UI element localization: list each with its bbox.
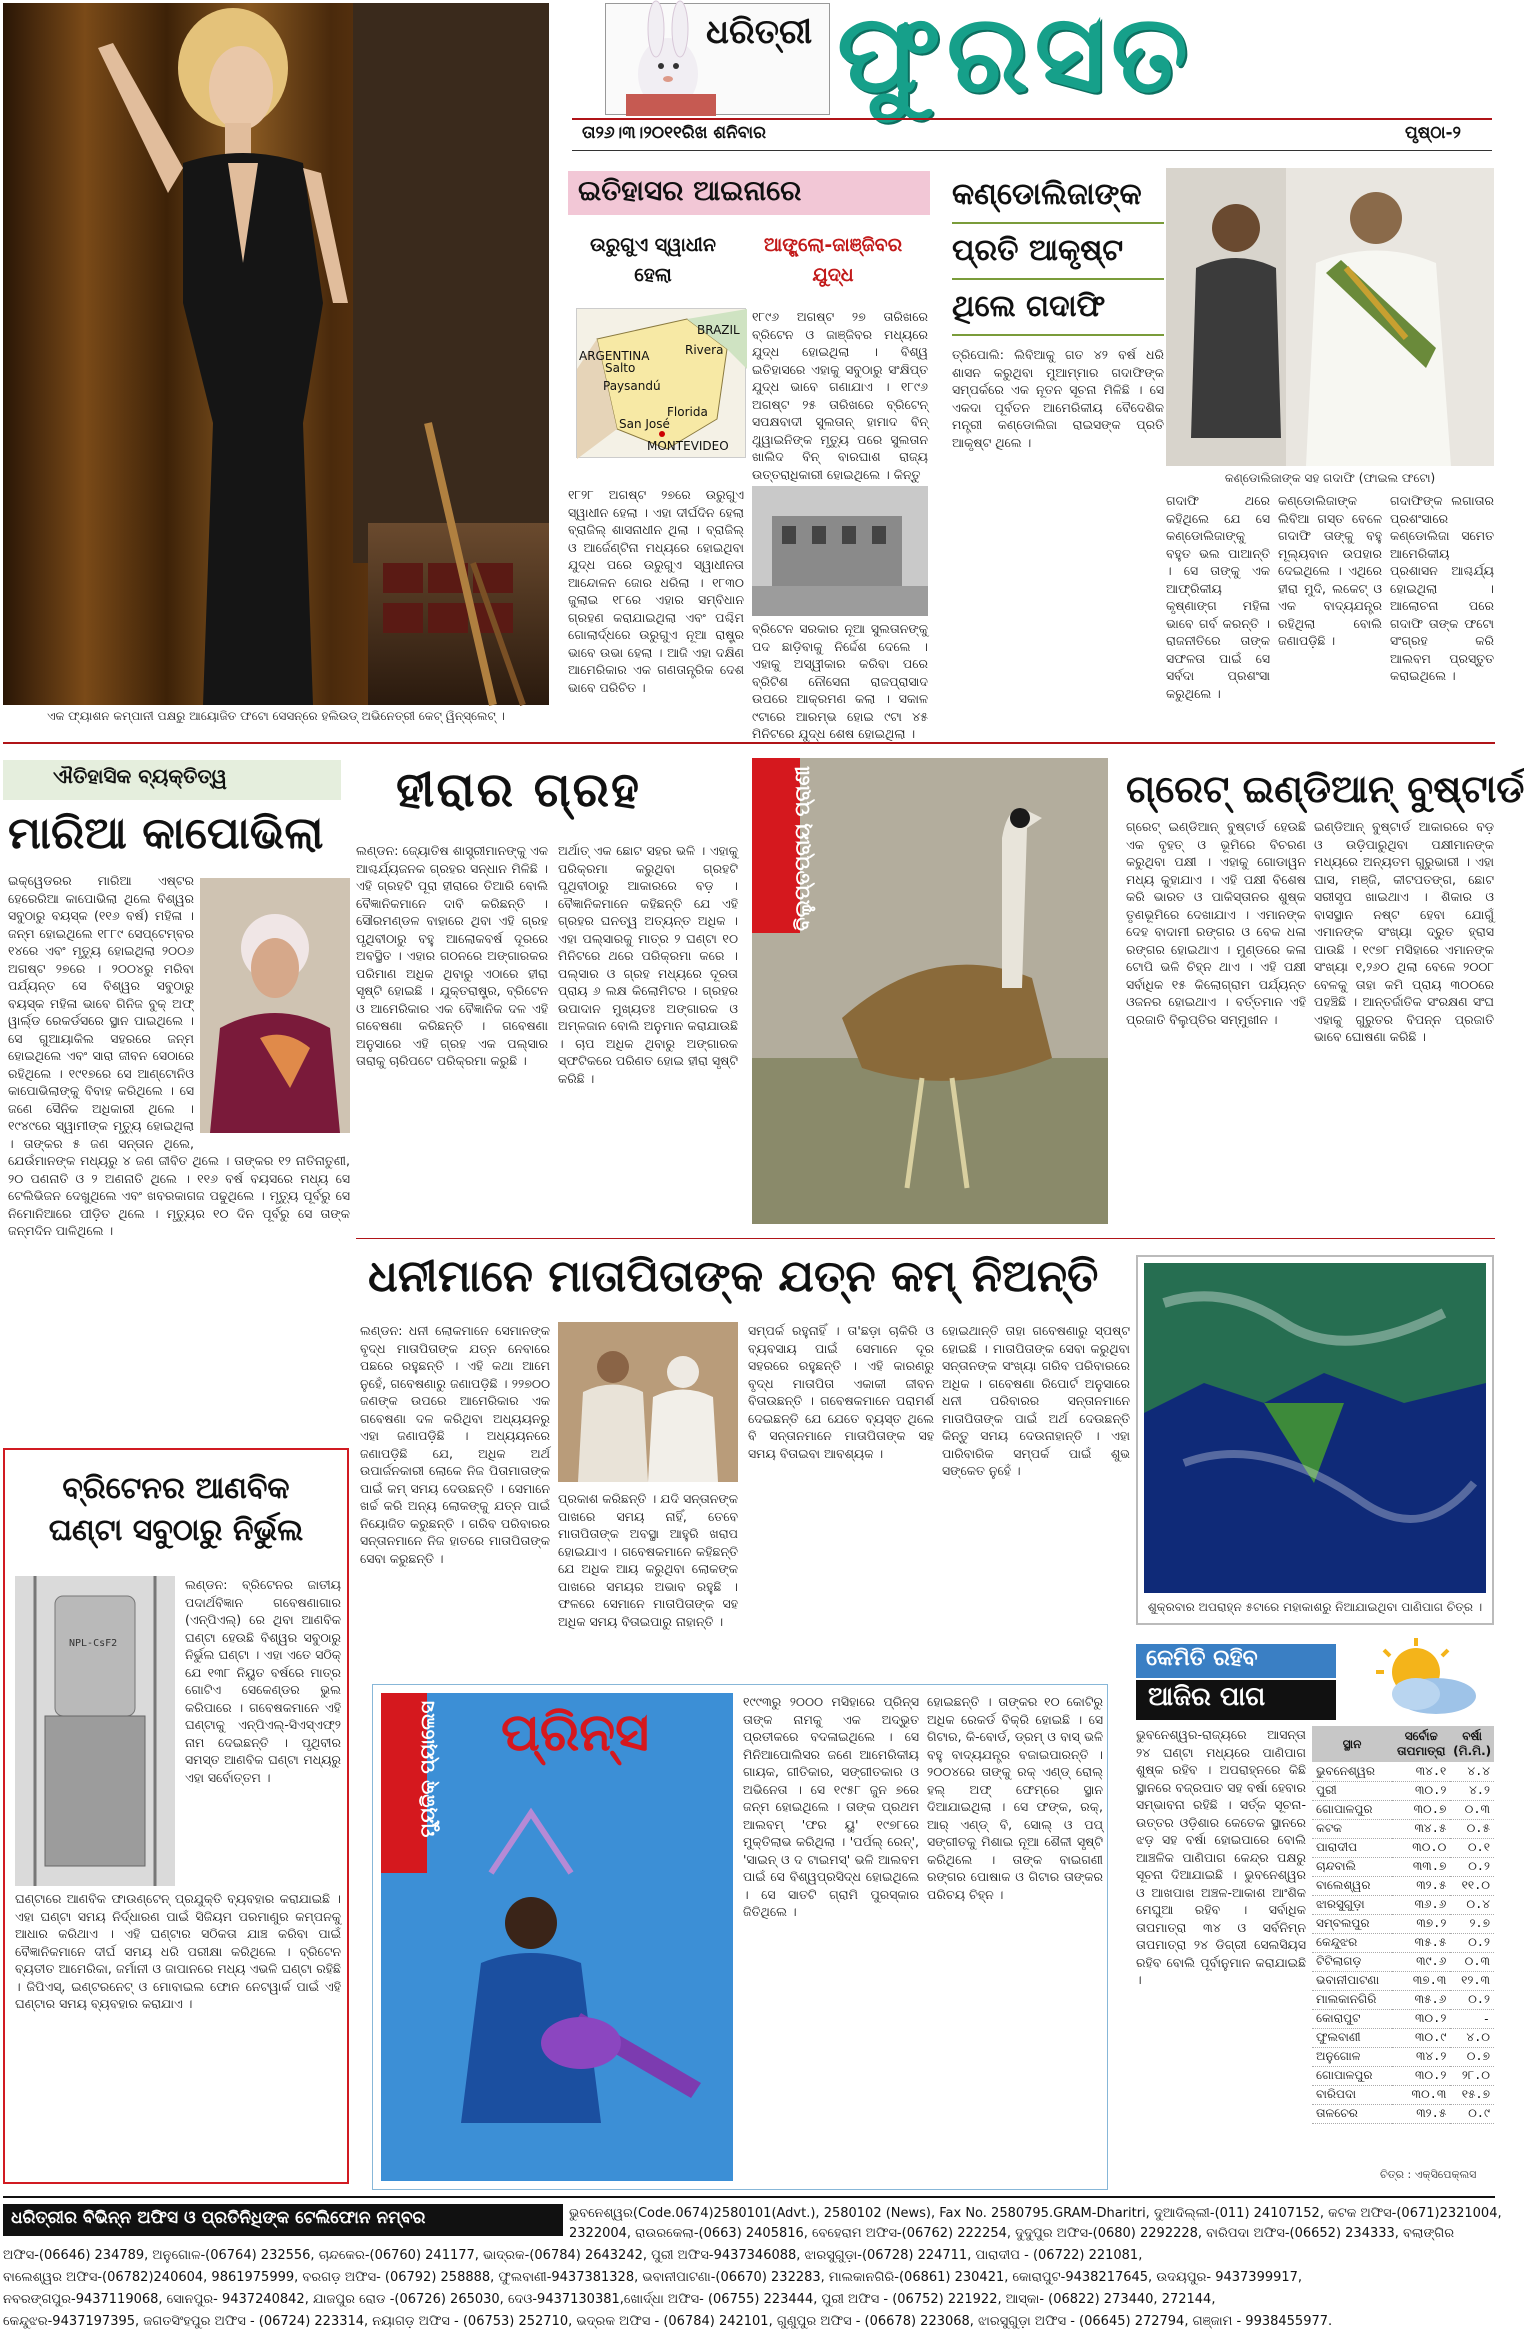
weather-cell-rain: ୧୫.୭ xyxy=(1450,2085,1494,2104)
condoleezza-headline-line1: କଣ୍ଡୋଲିଜାଙ୍କ xyxy=(952,168,1164,224)
weather-table-row xyxy=(1312,1971,1494,1990)
weather-table xyxy=(1312,1726,1494,2124)
weather-cell-maxtemp: ୩୦.୨ xyxy=(1392,2009,1450,2028)
clock-headline-line2: ଘଣ୍ଟା ସବୁଠାରୁ ନିର୍ଭୁଲ xyxy=(48,1513,304,1548)
footer xyxy=(3,2196,1502,2336)
weather-cell-place: କଟକ xyxy=(1312,1819,1392,1838)
weather-cell-rain: ୦.୨ xyxy=(1450,1990,1494,2009)
weather-cell-place: ସମ୍ବଲପୁର xyxy=(1312,1914,1392,1933)
page-number: ପୃଷ୍ଠା-୨ xyxy=(1405,123,1461,143)
weather-cell-rain: ୦.୭ xyxy=(1450,2047,1494,2066)
weather-cell-place: ଅନୁଗୋଳ xyxy=(1312,2047,1392,2066)
weather-table-row xyxy=(1312,1876,1494,1895)
masthead-brand: ଧରିତ୍ରୀ xyxy=(706,12,813,52)
satellite-box xyxy=(1136,1255,1494,1625)
condoleezza-intro: ତ୍ରିପୋଲି: ଲିବିଆକୁ ଗତ ୪୨ ବର୍ଷ ଧରି ଶାସନ କରୁଥିବା ମୁଆମ୍ମାର ଗଦାଫିଙ୍କ ସମ୍ପର୍କରେ ଏକ ନୂତନ ସୂଚନା ମିଳିଛି । ସେ ଏକଦା ପୂର୍ବତନ ଆମେରିକୀୟ ବୈଦେଶିକ ମନ୍ତ୍ରୀ କଣ୍ଡୋଲିଜା ରାଇସଙ୍କ ପ୍ରତି ଆକୃଷ୍ଟ ଥିଲେ । xyxy=(952,347,1164,450)
weather-table-row xyxy=(1312,2066,1494,2085)
weather-table-row xyxy=(1312,1933,1494,1952)
kate-caption: ଏକ ଫ୍ୟାଶନ କମ୍ପାନୀ ପକ୍ଷରୁ ଆୟୋଜିତ ଫଟୋ ସେସନ୍‌ରେ ହଲିଉଡ୍ ଅଭିନେତ୍ରୀ କେଟ୍ ୱିନ୍‌ସ୍ଲେଟ୍ । xyxy=(47,709,505,723)
weather-cell-place: ଭୁବନେଶ୍ୱର xyxy=(1312,1762,1392,1781)
map-label-rivera: Rivera xyxy=(685,343,724,357)
map-label-brazil: BRAZIL xyxy=(697,323,740,337)
weather-cell-place: ଗୋପାଳପୁର xyxy=(1312,1800,1392,1819)
maria-text xyxy=(8,872,350,1472)
weather-cell-place: ବାଲେଶ୍ୱର xyxy=(1312,1876,1392,1895)
weather-cell-maxtemp: ୩୫.୬ xyxy=(1392,1990,1450,2009)
atomic-clock-illustration xyxy=(15,1576,175,1886)
weather-cell-rain: ୦.୧ xyxy=(1450,1838,1494,1857)
prince-side-label xyxy=(381,1693,439,1873)
weather-title: ଆଜିର ପାଗ xyxy=(1136,1680,1336,1720)
weather-cell-place: ବାରିପଦା xyxy=(1312,2085,1392,2104)
history-headline-zanzibar: ଆଙ୍ଗ୍ଲୋ-ଜାଞ୍ଜିବର ଯୁଦ୍ଧ xyxy=(763,234,903,286)
weather-cell-rain: ୪.୪ xyxy=(1450,1762,1494,1781)
condoleezza-headline-line2: ପ୍ରତି ଆକୃଷ୍ଟ xyxy=(952,224,1164,280)
weather-cell-place: ତାଳଚେର xyxy=(1312,2104,1392,2123)
map-label-salto: Salto xyxy=(605,361,636,375)
prince-side-label-text: ମ୍ୟୁଜିକ୍ ପ୍ୟାଲେସ xyxy=(417,1701,439,1838)
weather-cell-rain: ୦.୯ xyxy=(1450,2104,1494,2123)
bustard-photo xyxy=(752,758,1108,1224)
weather-cell-rain: ୦.୩ xyxy=(1450,1952,1494,1971)
weather-cell-place: ଭବାନୀପାଟଣା xyxy=(1312,1971,1392,1990)
section-divider-mid xyxy=(356,1238,1495,1239)
weather-table-row xyxy=(1312,1895,1494,1914)
condoleezza-headline xyxy=(952,168,1164,336)
prince-title: ପ୍ରିନ୍ସ xyxy=(501,1703,650,1763)
ruins-illustration xyxy=(752,486,928,616)
weather-col-maxtemp: ସର୍ବୋଚ୍ଚ ତାପମାତ୍ରା xyxy=(1392,1726,1450,1762)
weather-cell-place: ଚାନ୍ଦବାଲି xyxy=(1312,1857,1392,1876)
weather-table-row xyxy=(1312,1781,1494,1800)
diamond-text-col1: ଲଣ୍ଡନ: ଜ୍ୟୋତିଷ ଶାସ୍ତ୍ରୀମାନଙ୍କୁ ଏକ ଆଶ୍ଚର୍ଯ୍ୟଜନକ ଗ୍ରହର ସନ୍ଧାନ ମିଳିଛି । ଏହି ଗ୍ରହଟି ପୂରା ହୀରାରେ ତିଆରି ବୋଲି ବୈଜ୍ଞାନିକମାନେ ଦାବି କରିଛନ୍ତି । ସୌରମଣ୍ଡଳ ବାହାରେ ଥିବା ଏହି ଗ୍ରହ ପୃଥିବୀଠାରୁ ବହୁ ଆଲୋକବର୍ଷ ଦୂରରେ ଅବସ୍ଥିତ । ଏହାର ଗଠନରେ ଅଙ୍ଗାରକର ପରିମାଣ ଅଧିକ ଥିବାରୁ ଏଠାରେ ହୀରା ସୃଷ୍ଟି ହୋଇଛି । ଯୁକ୍ତରାଷ୍ଟ୍ର, ବ୍ରିଟେନ ଓ ଆମେରିକାର ଏକ ବୈଜ୍ଞାନିକ ଦଳ ଏହି ଗବେଷଣା କରିଛନ୍ତି । ଗବେଷଣା ଅନୁସାରେ ଏହି ଗ୍ରହ ଏକ ପଲ୍ସାର ତାରାକୁ ଚାରିପଟେ ପରିକ୍ରମା କରୁଛି । xyxy=(356,843,548,1068)
weather-col-rain: ବର୍ଷା (ମି.ମି.) xyxy=(1450,1726,1494,1762)
rich-text-col4: ହୋଇଥାନ୍ତି ତାହା ଗବେଷଣାରୁ ସ୍ପଷ୍ଟ ହୋଇଛି । ମାତାପିତାଙ୍କ ସେବା କରୁଥିବା ସନ୍ତାନଙ୍କ ସଂଖ୍ୟା ଗରିବ ପରିବାରରେ ଅଧିକ । ଗବେଷଣା ରିପୋର୍ଟ ଅନୁସାରେ ଧନୀ ପରିବାରର ସନ୍ତାନମାନେ ମାତାପିତାଙ୍କ ପାଇଁ ଅର୍ଥ ଦେଉଛନ୍ତି କିନ୍ତୁ ସମୟ ଦେଉନାହାନ୍ତି । ଏହା ପାରିବାରିକ ସମ୍ପର୍କ ପାଇଁ ଶୁଭ ସଙ୍କେତ ନୁହେଁ । xyxy=(942,1323,1130,1478)
weather-cell-rain: ୦.୪ xyxy=(1450,1895,1494,1914)
weather-text: ଭୁବନେଶ୍ୱର-ରାଜ୍ୟରେ ଆସନ୍ତା ୨୪ ଘଣ୍ଟା ମଧ୍ୟରେ ପାଣିପାଗ ଶୁଷ୍କ ରହିବ । ଅପରାହ୍ନରେ କିଛି ସ୍ଥାନରେ ବଜ୍ରପାତ ସହ ବର୍ଷା ହେବାର ସମ୍ଭାବନା ରହିଛି । ସର୍ତ୍କ ସୂଚନା-ଉତ୍ତର ଓଡ଼ିଶାର କେତେକ ସ୍ଥାନରେ ଝଡ଼ ସହ ବର୍ଷା ହୋଇପାରେ ବୋଲି ଆଞ୍ଚଳିକ ପାଣିପାଗ କେନ୍ଦ୍ର ପକ୍ଷରୁ ସୂଚନା ଦିଆଯାଇଛି । ଭୁବନେଶ୍ୱର ଓ ଆଖପାଖ ଅଞ୍ଚଳ-ଆକାଶ ଆଂଶିକ ମେଘୁଆ ରହିବ । ସର୍ବାଧିକ ତାପମାତ୍ରା ୩୪ ଓ ସର୍ବନିମ୍ନ ତାପମାତ୍ରା ୨୪ ଡିଗ୍ରୀ ସେଲସିୟସ ରହିବ ବୋଲି ପୂର୍ବାନୁମାନ କରାଯାଇଛି । xyxy=(1136,1727,1306,1987)
weather-cell-maxtemp: ୩୬.୬ xyxy=(1392,1895,1450,1914)
history-text-bottom: ବ୍ରିଟେନ ସରକାର ନୂଆ ସୁଲତାନଙ୍କୁ ପଦ ଛାଡ଼ିବାକୁ ନିର୍ଦ୍ଦେଶ ଦେଲେ । ଏହାକୁ ଅସ୍ୱୀକାର କରିବା ପରେ ବ୍ରିଟିଶ ନୌସେନା ରାଜପ୍ରାସାଦ ଉପରେ ଆକ୍ରମଣ କଲା । ସକାଳ ୯ଟାରେ ଆରମ୍ଭ ହୋଇ ୯ଟା ୪୫ ମିନିଟରେ ଯୁଦ୍ଧ ଶେଷ ହୋଇଥିଲା । xyxy=(752,621,928,741)
map-label-argentina: ARGENTINA xyxy=(579,349,650,363)
gaddafi-caption: କଣ୍ଡୋଲିଜାଙ୍କ ସହ ଗଦାଫି (ଫାଇଲ ଫଟୋ) xyxy=(1224,471,1436,485)
maria-kicker-label: ଐତିହାସିକ ବ୍ୟକ୍ତିତ୍ୱ xyxy=(53,764,227,788)
maria-name: ମାରିଆ କାପୋଭିଲା xyxy=(8,808,324,859)
kate-photo xyxy=(3,3,549,705)
rich-text-col3: ସମ୍ପର୍କ ରହୁନାହିଁ । ତା'ଛଡ଼ା ଚାକିରି ଓ ବ୍ୟବସାୟ ପାଇଁ ସେମାନେ ଦୂର ସହରରେ ରହୁଛନ୍ତି । ଏହି କାରଣରୁ ବୃଦ୍ଧ ମାତାପିତା ଏକାକୀ ଜୀବନ ବିତାଉଛନ୍ତି । ଗବେଷକମାନେ ପରାମର୍ଶ ଦେଇଛନ୍ତି ଯେ ଯେତେ ବ୍ୟସ୍ତ ଥିଲେ ବି ସନ୍ତାନମାନେ ମାତାପିତାଙ୍କ ସହ ସମୟ ବିତାଇବା ଆବଶ୍ୟକ । xyxy=(748,1323,934,1461)
weather-cell-maxtemp: ୩୨.୫ xyxy=(1392,2104,1450,2123)
weather-cell-rain: ୦.୩ xyxy=(1450,1800,1494,1819)
diamond-text-col2: ଅର୍ଥାତ୍ ଏକ ଛୋଟ ସହର ଭଳି । ଏହାକୁ ପରିକ୍ରମା କରୁଥିବା ଗ୍ରହଟି ପୃଥିବୀଠାରୁ ଆକାରରେ ବଡ଼ । ବୈଜ୍ଞାନିକମାନେ କହିଛନ୍ତି ଯେ ଏହି ଗ୍ରହର ଘନତ୍ୱ ଅତ୍ୟନ୍ତ ଅଧିକ । ଏହା ପଲ୍ସାରକୁ ମାତ୍ର ୨ ଘଣ୍ଟା ୧୦ ମିନିଟରେ ଥରେ ପରିକ୍ରମା କରେ । ପଲ୍ସାର ଓ ଗ୍ରହ ମଧ୍ୟରେ ଦୂରତା ପ୍ରାୟ ୬ ଲକ୍ଷ କିଲୋମିଟର । ଗ୍ରହର ଉପାଦାନ ମୁଖ୍ୟତଃ ଅଙ୍ଗାରକ ଓ ଅମ୍ଳଜାନ ବୋଲି ଅନୁମାନ କରାଯାଉଛି । ଚାପ ଅଧିକ ଥିବାରୁ ଅଙ୍ଗାରକ ସ୍ଫଟିକରେ ପରିଣତ ହୋଇ ହୀରା ସୃଷ୍ଟି କରିଛି । xyxy=(558,843,738,1086)
weather-cell-rain: ୧୨.୩ xyxy=(1450,1971,1494,1990)
rich-text-col1: ଲଣ୍ଡନ: ଧନୀ ଲୋକମାନେ ସେମାନଙ୍କ ବୃଦ୍ଧ ମାତାପିତାଙ୍କ ଯତ୍ନ ନେବାରେ ପଛରେ ରହୁଛନ୍ତି । ଏହି କଥା ଆମେ ନୁହେଁ, ଗବେଷଣାରୁ ଜଣାପଡ଼ିଛି । ୨୨୭୦୦ ଜଣଙ୍କ ଉପରେ ଆମେରିକାର ଏକ ଗବେଷଣା ଦଳ କରିଥିବା ଅଧ୍ୟୟନରୁ ଏହା ଜଣାପଡ଼ିଛି । ଅଧ୍ୟୟନରେ ଜଣାପଡ଼ିଛି ଯେ, ଅଧିକ ଅର୍ଥ ଉପାର୍ଜନକାରୀ ଲୋକେ ନିଜ ପିତାମାତାଙ୍କ ପାଇଁ କମ୍ ସମୟ ଦେଉଛନ୍ତି । ସେମାନେ ଖର୍ଚ୍ଚ କରି ଅନ୍ୟ ଲୋକଙ୍କୁ ଯତ୍ନ ପାଇଁ ନିୟୋଜିତ କରୁଛନ୍ତି । ଗରିବ ପରିବାରର ସନ୍ତାନମାନେ ନିଜ ହାତରେ ମାତାପିତାଙ୍କ ସେବା କରୁଛନ୍ତି । xyxy=(360,1323,550,1566)
weather-table-head xyxy=(1312,1726,1494,1762)
weather-table-body xyxy=(1312,1762,1494,2123)
weather-cell-place: ଟିଟିଲାଗଡ଼ xyxy=(1312,1952,1392,1971)
clock-headline-line1: ବ୍ରିଟେନର ଆଣବିକ xyxy=(62,1471,290,1506)
sun-cloud-icon xyxy=(1356,1636,1486,1720)
condoleezza-text-c: ଗଦାଫିଙ୍କ ଲଗାତାର ପ୍ରଶଂସାରେ କଣ୍ଡୋଲିଜା ସମେତ ଆମେରିକୀୟ ପ୍ରଶାସନ ଆଶ୍ଚର୍ଯ୍ୟ ହୋଇଥିଲା । ଆଲୋଚନା ପରେ ଗଦାଫି ତାଙ୍କ ଫଟୋ ସଂଗ୍ରହ କରି ଆଲବମ ପ୍ରସ୍ତୁତ କରାଇଥିଲେ । xyxy=(1390,493,1494,683)
weather-cell-place: ମାଲକାନଗିରି xyxy=(1312,1990,1392,2009)
masthead-logo-box xyxy=(605,3,830,115)
weather-col-place: ସ୍ଥାନ xyxy=(1312,1726,1392,1762)
map-label-paysandu: Paysandú xyxy=(603,379,661,393)
weather-cell-place: ପୁରୀ xyxy=(1312,1781,1392,1800)
rich-text-col2: ପ୍ରକାଶ କରିଛନ୍ତି । ଯଦି ସନ୍ତାନଙ୍କ ପାଖରେ ସମୟ ନାହିଁ, ତେବେ ମାତାପିତାଙ୍କ ଅବସ୍ଥା ଆହୁରି ଖରାପ ହୋଇଯାଏ । ଗବେଷକମାନେ କହିଛନ୍ତି ଯେ ଅଧିକ ଆୟ କରୁଥିବା ଲୋକଙ୍କ ପାଖରେ ସମୟର ଅଭାବ ରହୁଛି । ଫଳରେ ସେମାନେ ମାତାପିତାଙ୍କ ସହ ଅଧିକ ସମୟ ବିତାଇପାରୁ ନାହାନ୍ତି । xyxy=(558,1491,738,1629)
weather-cell-maxtemp: ୩୨.୫ xyxy=(1392,1876,1450,1895)
weather-cell-maxtemp: ୩୪.୫ xyxy=(1392,1819,1450,1838)
weather-cell-maxtemp: ୩୪.୧ xyxy=(1392,1762,1450,1781)
prince-photo xyxy=(381,1693,733,2181)
weather-table-row xyxy=(1312,2104,1494,2123)
weather-table-row xyxy=(1312,1857,1494,1876)
weather-table-row xyxy=(1312,1838,1494,1857)
section-divider-top xyxy=(3,742,1495,744)
satellite-caption: ଶୁକ୍ରବାର ଅପରାହ୍ନ ୫ଟାରେ ମହାକାଶରୁ ନିଆଯାଇଥିବା ପାଣିପାଗ ଚିତ୍ର । xyxy=(1147,1600,1483,1614)
weather-cell-maxtemp: ୩୦.୭ xyxy=(1392,1800,1450,1819)
weather-cell-rain: ୪.୦ xyxy=(1450,2028,1494,2047)
footer-line1: ଭୁବନେଶ୍ୱର(Code.0674)2580101(Advt.), 2580102 (News), Fax No. 2580795.GRAM-Dharitri, ଦୁଆଦିଲ୍ଲୀ-(011) 24107152, କଟକ ଅଫିସ-(0671)2321004, xyxy=(569,2206,1502,2221)
condoleezza-text-a: ଗଦାଫି ଥରେ କହିଥିଲେ ଯେ ସେ କଣ୍ଡୋଲିଜାଙ୍କୁ ବହୁତ ଭଲ ପାଆନ୍ତି । ସେ ତାଙ୍କୁ ଏକ ଆଫ୍ରିକୀୟ କୃଷ୍ଣାଙ୍ଗ ମହିଳା ଭାବେ ଗର୍ବ କରନ୍ତି । ରାଜନୀତିରେ ତାଙ୍କ ସଫଳତା ପାଇଁ ସେ ସର୍ବଦା ପ୍ରଶଂସା କରୁଥିଲେ । xyxy=(1166,493,1270,701)
weather-cell-maxtemp: ୩୫.୫ xyxy=(1392,1933,1450,1952)
weather-cell-place: ପାରାଦୀପ xyxy=(1312,1838,1392,1857)
gaddafi-rice-illustration xyxy=(1166,168,1494,466)
weather-cell-place: ଫୁଲବାଣୀ xyxy=(1312,2028,1392,2047)
clock-photo xyxy=(15,1576,175,1886)
maria-kicker xyxy=(3,760,341,800)
weather-cell-rain: - xyxy=(1450,2009,1494,2028)
dateline-rule xyxy=(572,150,1492,151)
weather-table-row xyxy=(1312,2028,1494,2047)
weather-cell-maxtemp: ୩୩.୭ xyxy=(1392,1857,1450,1876)
maria-text-body: ଇକ୍ୱେଡରର ମାରିଆ ଏଷ୍ଟର ହେରେରିଆ କାପୋଭିଲା ଥିଲେ ବିଶ୍ୱର ସବୁଠାରୁ ବୟସ୍କ (୧୧୬ ବର୍ଷ) ମହିଳା । ଜନ୍ମ ହୋଇଥିଲେ ୧୮୮୯ ସେପ୍ଟେମ୍ବର ୧୪ରେ ଏବଂ ମୃତ୍ୟୁ ହୋଇଥିଲା ୨୦୦୬ ଅଗଷ୍ଟ ୨୭ରେ । ୨୦୦୪ରୁ ମରିବା ପର୍ଯ୍ୟନ୍ତ ସେ ବିଶ୍ୱର ସବୁଠାରୁ ବୟସ୍କ ମହିଳା ଭାବେ ଗିନିଜ ବୁକ୍ ଅଫ୍ ୱାର୍ଲ୍ଡ ରେକର୍ଡସରେ ସ୍ଥାନ ପାଇଥିଲେ । ସେ ଗୁଆୟାକିଲ ସହରରେ ଜନ୍ମ ହୋଇଥିଲେ ଏବଂ ସାରା ଜୀବନ ସେଠାରେ ରହିଥିଲେ । ୧୯୧୭ରେ ସେ ଆଣ୍ଟୋନିଓ କାପୋଭିଲାଙ୍କୁ ବିବାହ କରିଥିଲେ । ସେ ଜଣେ ସୈନିକ ଅଧିକାରୀ ଥିଲେ । ୧୯୪୯ରେ ସ୍ୱାମୀଙ୍କ ମୃତ୍ୟୁ ହୋଇଥିଲା । ତାଙ୍କର ୫ ଜଣ ସନ୍ତାନ ଥିଲେ, ଯେଉଁମାନଙ୍କ ମଧ୍ୟରୁ ୪ ଜଣ ଜୀବିତ ଥିଲେ । ତାଙ୍କର ୧୨ ନାତିନାତୁଣୀ, ୨୦ ପଣନାତି ଓ ୨ ଅଣନାତି ଥିଲେ । ୧୧୬ ବର୍ଷ ବୟସରେ ମଧ୍ୟ ସେ ଟେଲିଭିଜନ ଦେଖୁଥିଲେ ଏବଂ ଖବରକାଗଜ ପଢୁଥିଲେ । ମୃତ୍ୟୁ ପୂର୍ବରୁ ସେ ନିମୋନିଆରେ ପୀଡ଼ିତ ଥିଲେ । ମୃତ୍ୟୁର ୧୦ ଦିନ ପୂର୍ବରୁ ସେ ତାଙ୍କ ଜନ୍ମଦିନ ପାଳିଥିଲେ । xyxy=(8,873,350,1238)
weather-cell-maxtemp: ୩୪.୨ xyxy=(1392,2047,1450,2066)
rich-photo xyxy=(558,1322,738,1482)
history-section xyxy=(568,168,930,741)
weather-kicker: କେମିତି ରହିବ xyxy=(1136,1644,1336,1678)
elderly-couple-illustration xyxy=(558,1322,738,1482)
dateline: ତା୨୬।୩।୨୦୧୧ରିଖ ଶନିବାର xyxy=(582,123,767,143)
weather-cell-rain: ୦.୨ xyxy=(1450,1857,1494,1876)
weather-table-row xyxy=(1312,2047,1494,2066)
weather-table-wrap xyxy=(1312,1726,1494,2124)
clock-box xyxy=(3,1448,349,2184)
zanzibar-photo xyxy=(752,486,928,616)
weather-cell-rain: ୪.୨ xyxy=(1450,1781,1494,1800)
weather-cell-rain: ୨୮.୦ xyxy=(1450,2066,1494,2085)
map-label-montevideo: MONTEVIDEO xyxy=(647,439,729,453)
footer-line4: ବାଲେଶ୍ୱର ଅଫିସ-(06782)240604, 9861975999, ବରଗଡ଼ ଅଫିସ- (06792) 258888, ଫୁଲବାଣୀ-9437381328, ଭବାନୀପାଟଣା-(06670) 232283, ମାଲକାନଗିରି-(06861) 230421, କୋରାପୁଟ-9438217645, ଉଦୟପୁର- 9437399917, xyxy=(3,2270,1303,2285)
rich-headline: ଧନୀମାନେ ମାତାପିତାଙ୍କ ଯତ୍ନ କମ୍ ନିଅନ୍ତି xyxy=(368,1251,1099,1302)
history-headline-uruguay: ଉରୁଗୁଏ ସ୍ୱାଧୀନ ହେଲା xyxy=(590,234,716,286)
footer-line3: ଅଫିସ-(06646) 234789, ଅନୁଗୋଳ-(06764) 232556, ଚାନ୍ଦକେର-(06760) 241177, ଭାଦ୍ରକ-(06784) 2643242, ପୁରୀ ଅଫିସ-9437346088, ଝାରସୁଗୁଡ଼ା-(06728) 224711, ପାରାଦୀପ - (06722) 221081, xyxy=(3,2248,1143,2263)
weather-table-row xyxy=(1312,2085,1494,2104)
weather-cell-place: ଗୋପାଳପୁର xyxy=(1312,2066,1392,2085)
footer-line6: କେନ୍ଦୁଝର-9437197395, ଜଗତସିଂହପୁର ଅଫିସ - (06724) 223314, ନୟାଗଡ଼ ଅଫିସ - (06753) 252710, ଭଦ୍ରକ ଅଫିସ - (06784) 242101, ଗୁଣୁପୁର ଅଫିସ - (06678) 223068, ଝାରସୁଗୁଡ଼ା ଅଫିସ - (06645) 272794, ଗଞ୍ଜାମ - 9938455977. xyxy=(3,2314,1333,2329)
satellite-image xyxy=(1144,1263,1486,1593)
weather-cell-maxtemp: ୩୦.୩ xyxy=(1392,2085,1450,2104)
weather-cell-place: ଝାରସୁଗୁଡ଼ା xyxy=(1312,1895,1392,1914)
bustard-text-col1: ଗ୍ରେଟ୍ ଇଣ୍ଡିଆନ୍ ବୁଷ୍ଟାର୍ଡ ହେଉଛି ଏକ ବୃହତ୍ ଓ ଭୂମିରେ ବିଚରଣ କରୁଥିବା ପକ୍ଷୀ । ଏହାକୁ ଗୋଡାୱନ ମଧ୍ୟ କୁହାଯାଏ । ଏହି ପକ୍ଷୀ ବିଶେଷ କରି ଭାରତ ଓ ପାକିସ୍ତାନର ଶୁଷ୍କ ତୃଣଭୂମିରେ ଦେଖାଯାଏ । ଏମାନଙ୍କ ଦେହ ବାଦାମୀ ରଙ୍ଗର ଓ ବେକ ଧଳା ରଙ୍ଗର ହୋଇଥାଏ । ମୁଣ୍ଡରେ କଳା ଟୋପି ଭଳି ଚିହ୍ନ ଥାଏ । ଏହି ପକ୍ଷୀ ସର୍ବାଧିକ ୧୫ କିଲୋଗ୍ରାମ ପର୍ଯ୍ୟନ୍ତ ଓଜନର ହୋଇଥାଏ । ବର୍ତ୍ତମାନ ଏହି ପ୍ରଜାତି ବିଲୁପ୍ତିର ସମ୍ମୁଖୀନ । xyxy=(1126,819,1306,1027)
weather-cell-rain: ୨.୭ xyxy=(1450,1914,1494,1933)
prince-box xyxy=(372,1684,1108,2190)
weather-table-row xyxy=(1312,1990,1494,2009)
weather-cell-place: କୋରାପୁଟ xyxy=(1312,2009,1392,2028)
weather-cell-rain: ୦.୫ xyxy=(1450,1819,1494,1838)
weather-header xyxy=(1136,1636,1494,1720)
footer-label: ଧରିତ୍ରୀର ବିଭିନ୍ନ ଅଫିସ ଓ ପ୍ରତିନିଧିଙ୍କ ଟେଲିଫୋନ ନମ୍ବର xyxy=(3,2204,563,2236)
weather-cell-maxtemp: ୩୦.୦ xyxy=(1392,1838,1450,1857)
masthead-title: ଫୁରସତ xyxy=(837,0,1194,117)
weather-cell-maxtemp: ୩୦.୯ xyxy=(1392,2028,1450,2047)
uruguay-map xyxy=(576,308,746,458)
bustard-side-label-text: ବିଲୁପ୍ତପ୍ରାୟ ପ୍ରାଣୀ xyxy=(790,766,814,931)
clock-text-right: ଲଣ୍ଡନ: ବ୍ରିଟେନର ଜାତୀୟ ପଦାର୍ଥବିଜ୍ଞାନ ଗବେଷଣାଗାର (ଏନ୍‌ପିଏଲ୍) ରେ ଥିବା ଆଣବିକ ଘଣ୍ଟା ହେଉଛି ବିଶ୍ୱର ସବୁଠାରୁ ନିର୍ଭୁଲ ଘଣ୍ଟା । ଏହା ଏତେ ସଠିକ୍ ଯେ ୧୩୮ ନିୟୁତ ବର୍ଷରେ ମାତ୍ର ଗୋଟିଏ ସେକେଣ୍ଡର ଭୁଲ କରିପାରେ । ଗବେଷକମାନେ ଏହି ଘଣ୍ଟାକୁ ଏନ୍‌ପିଏଲ୍-ସିଏସ୍ଏଫ୍୨ ନାମ ଦେଇଛନ୍ତି । ପୃଥିବୀର ସମସ୍ତ ଆଣବିକ ଘଣ୍ଟା ମଧ୍ୟରୁ ଏହା ସର୍ବୋତ୍ତମ । xyxy=(185,1577,341,1785)
weather-table-row xyxy=(1312,1800,1494,1819)
prince-text-col1: ୧୯୯୩ରୁ ୨୦୦୦ ମସିହାରେ ପ୍ରିନ୍ସ ତାଙ୍କ ନାମକୁ ଏକ ଅଦ୍ଭୁତ ପ୍ରତୀକରେ ବଦଳାଇଥିଲେ । ସେ ମିନିଆପୋଲିସର ଜଣେ ଆମେରିକୀୟ ଗାୟକ, ଗୀତିକାର, ସଙ୍ଗୀତକାର ଓ ଅଭିନେତା । ସେ ୧୯୫୮ ଜୁନ ୭ରେ ଜନ୍ମ ହୋଇଥିଲେ । ତାଙ୍କ ପ୍ରଥମ ଆଲବମ୍ 'ଫର ୟୁ' ୧୯୭୮ରେ ମୁକ୍ତିଲାଭ କରିଥିଲା । 'ପର୍ପଲ୍ ରେନ୍', 'ସାଇନ୍ ଓ ଦ ଟାଇମସ୍' ଭଳି ଆଲବମ ପାଇଁ ସେ ବିଶ୍ୱପ୍ରସିଦ୍ଧ ହୋଇଥିଲେ । ସେ ସାତଟି ଗ୍ରାମି ପୁରସ୍କାର ଜିତିଥିଲେ । xyxy=(743,1694,919,1919)
map-label-sanjose: San José xyxy=(619,417,670,431)
weather-table-row xyxy=(1312,1914,1494,1933)
map-label-florida: Florida xyxy=(667,405,708,419)
footer-line2: 2322004, ରାଉରକେଲା-(0663) 2405816, ବେହେରାମ ଅଫିସ-(06762) 222254, ଦୁଦୁପୁର ଅଫିସ-(0680) 2292228, ବାରିପଦା ଅଫିସ-(06652) 234333, ବଲାଙ୍ଗିର xyxy=(569,2226,1455,2241)
bustard-text-col2: ଇଣ୍ଡିଆନ୍ ବୁଷ୍ଟାର୍ଡ ଆକାରରେ ବଡ଼ ଓ ଉଡ଼ିପାରୁଥିବା ପକ୍ଷୀମାନଙ୍କ ମଧ୍ୟରେ ଅନ୍ୟତମ ଗୁରୁଭାରୀ । ଏହା ଘାସ, ମଞ୍ଜି, କୀଟପତଙ୍ଗ, ଛୋଟ ସରୀସୃପ ଖାଇଥାଏ । ଶିକାର ଓ ବାସସ୍ଥାନ ନଷ୍ଟ ହେବା ଯୋଗୁଁ ଏମାନଙ୍କ ସଂଖ୍ୟା ଦ୍ରୁତ ହ୍ରାସ ପାଉଛି । ୧୯୭୮ ମସିହାରେ ଏମାନଙ୍କ ସଂଖ୍ୟା ୧,୨୬୦ ଥିଲା ବେଳେ ୨୦୦୮ ବେଳକୁ ତାହା କମି ପ୍ରାୟ ୩୦୦ରେ ପହଞ୍ଚିଛି । ଆନ୍ତର୍ଜାତିକ ସଂରକ୍ଷଣ ସଂଘ ଏହାକୁ ଗୁରୁତର ବିପନ୍ନ ପ୍ରଜାତି ଭାବେ ଘୋଷଣା କରିଛି । xyxy=(1314,819,1494,1044)
satellite-map-illustration xyxy=(1144,1263,1486,1593)
weather-cell-rain: ୧୧.୦ xyxy=(1450,1876,1494,1895)
weather-table-row xyxy=(1312,1952,1494,1971)
weather-cell-place: କେନ୍ଦୁଝର xyxy=(1312,1933,1392,1952)
weather-cell-maxtemp: ୩୭.୨ xyxy=(1392,1914,1450,1933)
gaddafi-rice-photo xyxy=(1166,168,1494,466)
kate-photo-illustration xyxy=(3,3,549,705)
weather-cell-maxtemp: ୩୦.୨ xyxy=(1392,2066,1450,2085)
weather-cell-maxtemp: ୩୦.୨ xyxy=(1392,1781,1450,1800)
condoleezza-text-b: କଣ୍ଡୋଲିଜାଙ୍କ ଲିବିଆ ଗସ୍ତ ବେଳେ ଗଦାଫି ତାଙ୍କୁ ବହୁ ମୂଲ୍ୟବାନ ଉପହାର ଦେଇଥିଲେ । ଏଥିରେ ହୀରା ମୁଦି, ଲକେଟ୍ ଓ ଏକ ବାଦ୍ୟଯନ୍ତ୍ର ରହିଥିଲା ବୋଲି ଜଣାପଡ଼ିଛି । xyxy=(1278,493,1382,648)
weather-table-row xyxy=(1312,2009,1494,2028)
clock-device-label: NPL-CsF2 xyxy=(69,1638,118,1649)
prince-text-col2: ହୋଇଛନ୍ତି । ତାଙ୍କର ୧୦ କୋଟିରୁ ଅଧିକ ରେକର୍ଡ ବିକ୍ରି ହୋଇଛି । ସେ ଗିଟାର, କି-ବୋର୍ଡ, ଡ୍ରମ୍ ଓ ବାସ୍ ଭଳି ବହୁ ବାଦ୍ୟଯନ୍ତ୍ର ବଜାଇପାରନ୍ତି । ୨୦୦୪ରେ ତାଙ୍କୁ ରକ୍ ଏଣ୍ଡ୍ ରୋଲ୍ ହଲ୍ ଅଫ୍ ଫେମ୍‌ରେ ସ୍ଥାନ ଦିଆଯାଇଥିଲା । ସେ ଫଙ୍କ, ରକ୍, ଆର୍ ଏଣ୍ଡ୍ ବି, ସୋଲ୍ ଓ ପପ୍ ସଙ୍ଗୀତକୁ ମିଶାଇ ନୂଆ ଶୈଳୀ ସୃଷ୍ଟି କରିଥିଲେ । ତାଙ୍କ ବାଇଗଣୀ ରଙ୍ଗର ପୋଷାକ ଓ ଗିଟାର ତାଙ୍କର ପରିଚୟ ଚିହ୍ନ । xyxy=(927,1694,1103,1902)
diamond-headline: ହୀରାର ଗ୍ରହ xyxy=(396,762,641,818)
condoleezza-headline-line3: ଥିଲେ ଗଦାଫି xyxy=(952,280,1164,336)
weather-cell-rain: ୦.୨ xyxy=(1450,1933,1494,1952)
bustard-headline: ଗ୍ରେଟ୍ ଇଣ୍ଡିଆନ୍ ବୁଷ୍ଟାର୍ଡ xyxy=(1126,767,1524,811)
weather-cell-maxtemp: ୩୭.୩ xyxy=(1392,1971,1450,1990)
history-text-left: ୧୮୨୮ ଅଗଷ୍ଟ ୨୭ରେ ଉରୁଗୁଏ ସ୍ୱାଧୀନ ହେଲା । ଏହା ଦୀର୍ଘଦିନ ହେଲା ବ୍ରାଜିଲ୍ ଶାସନାଧୀନ ଥିଲା । ବ୍ରାଜିଲ୍ ଓ ଆର୍ଜେଣ୍ଟିନା ମଧ୍ୟରେ ହୋଇଥିବା ଯୁଦ୍ଧ ପରେ ଉରୁଗୁଏ ସ୍ୱାଧୀନତା ଆନ୍ଦୋଳନ ଜୋର ଧରିଲା । ୧୮୩୦ ଜୁଲାଇ ୧୮ରେ ଏହାର ସମ୍ବିଧାନ ଗ୍ରହଣ କରାଯାଇଥିଲା ଏବଂ ପଶ୍ଚିମ ଗୋଲାର୍ଦ୍ଧରେ ଉରୁଗୁଏ ନୂଆ ରାଷ୍ଟ୍ର ଭାବେ ଉଭା ହେଲା । ଆଜି ଏହା ଦକ୍ଷିଣ ଆମେରିକାର ଏକ ଗଣତାନ୍ତ୍ରିକ ଦେଶ ଭାବେ ପରିଚିତ । xyxy=(568,487,744,695)
footer-line5: ନବରଙ୍ଗପୁର-9437119068, ସୋନପୁର- 9437240842, ଯାଜପୁର ରୋଡ -(06726) 265030, ଦେଓ-9437130381,ଖୋର୍ଦ୍ଧା ଅଫିସ- (06755) 223444, ପୁରୀ ଅଫିସ - (06752) 221922, ଆସ୍କା- (06822) 273440, 272144, xyxy=(3,2292,1216,2307)
bustard-side-label xyxy=(752,758,814,933)
masthead-rule xyxy=(572,118,1492,120)
history-text-right: ୧୮୯୬ ଅଗଷ୍ଟ ୨୭ ତାରିଖରେ ବ୍ରିଟେନ ଓ ଜାଞ୍ଜିବର ମଧ୍ୟରେ ଯୁଦ୍ଧ ହୋଇଥିଲା । ବିଶ୍ୱ ଇତିହାସରେ ଏହାକୁ ସବୁଠାରୁ ସଂକ୍ଷିପ୍ତ ଯୁଦ୍ଧ ଭାବେ ଗଣାଯାଏ । ୧୮୯୬ ଅଗଷ୍ଟ ୨୫ ତାରିଖରେ ବ୍ରିଟେନ୍ ସପକ୍ଷବାଦୀ ସୁଲତାନ୍ ହାମାଦ ବିନ୍ ଥୁୱାଇନିଙ୍କ ମୃତ୍ୟୁ ପରେ ସୁଲତାନ ଖାଲିଦ ବିନ୍ ବାରଘାଶ ରାଜ୍ୟ ଉତ୍ତରାଧିକାରୀ ହୋଇଥିଲେ । କିନ୍ତୁ xyxy=(752,309,928,482)
weather-table-row xyxy=(1312,1762,1494,1781)
clock-text-full: ଘଣ୍ଟାରେ ଆଣବିକ ଫାଉଣ୍ଟେନ୍ ପ୍ରଯୁକ୍ତି ବ୍ୟବହାର କରାଯାଇଛି । ଏହା ଘଣ୍ଟା ସମୟ ନିର୍ଦ୍ଧାରଣ ପାଇଁ ସିଜିୟମ ପରମାଣୁର କମ୍ପନକୁ ଆଧାର କରିଥାଏ । ଏହି ଘଣ୍ଟାର ସଠିକତା ଯାଞ୍ଚ କରିବା ପାଇଁ ବୈଜ୍ଞାନିକମାନେ ଦୀର୍ଘ ସମୟ ଧରି ପରୀକ୍ଷା କରିଥିଲେ । ବ୍ରିଟେନ ବ୍ୟତୀତ ଆମେରିକା, ଜର୍ମାନୀ ଓ ଜାପାନରେ ମଧ୍ୟ ଏଭଳି ଘଣ୍ଟା ରହିଛି । ଜିପିଏସ୍, ଇଣ୍ଟରନେଟ୍ ଓ ମୋବାଇଲ ଫୋନ ନେଟୱାର୍କ ପାଇଁ ଏହି ଘଣ୍ଟାର ସମୟ ବ୍ୟବହାର କରାଯାଏ । xyxy=(15,1891,341,2011)
history-kicker: ଇତିହାସର ଆଇନାରେ xyxy=(568,171,930,215)
masthead xyxy=(605,0,1495,117)
weather-table-row xyxy=(1312,1819,1494,1838)
weather-credit: ଚିତ୍ର : ଏକ୍‌ସିପେକ୍‌ଲସ xyxy=(1380,2168,1477,2181)
weather-cell-maxtemp: ୩୯.୬ xyxy=(1392,1952,1450,1971)
